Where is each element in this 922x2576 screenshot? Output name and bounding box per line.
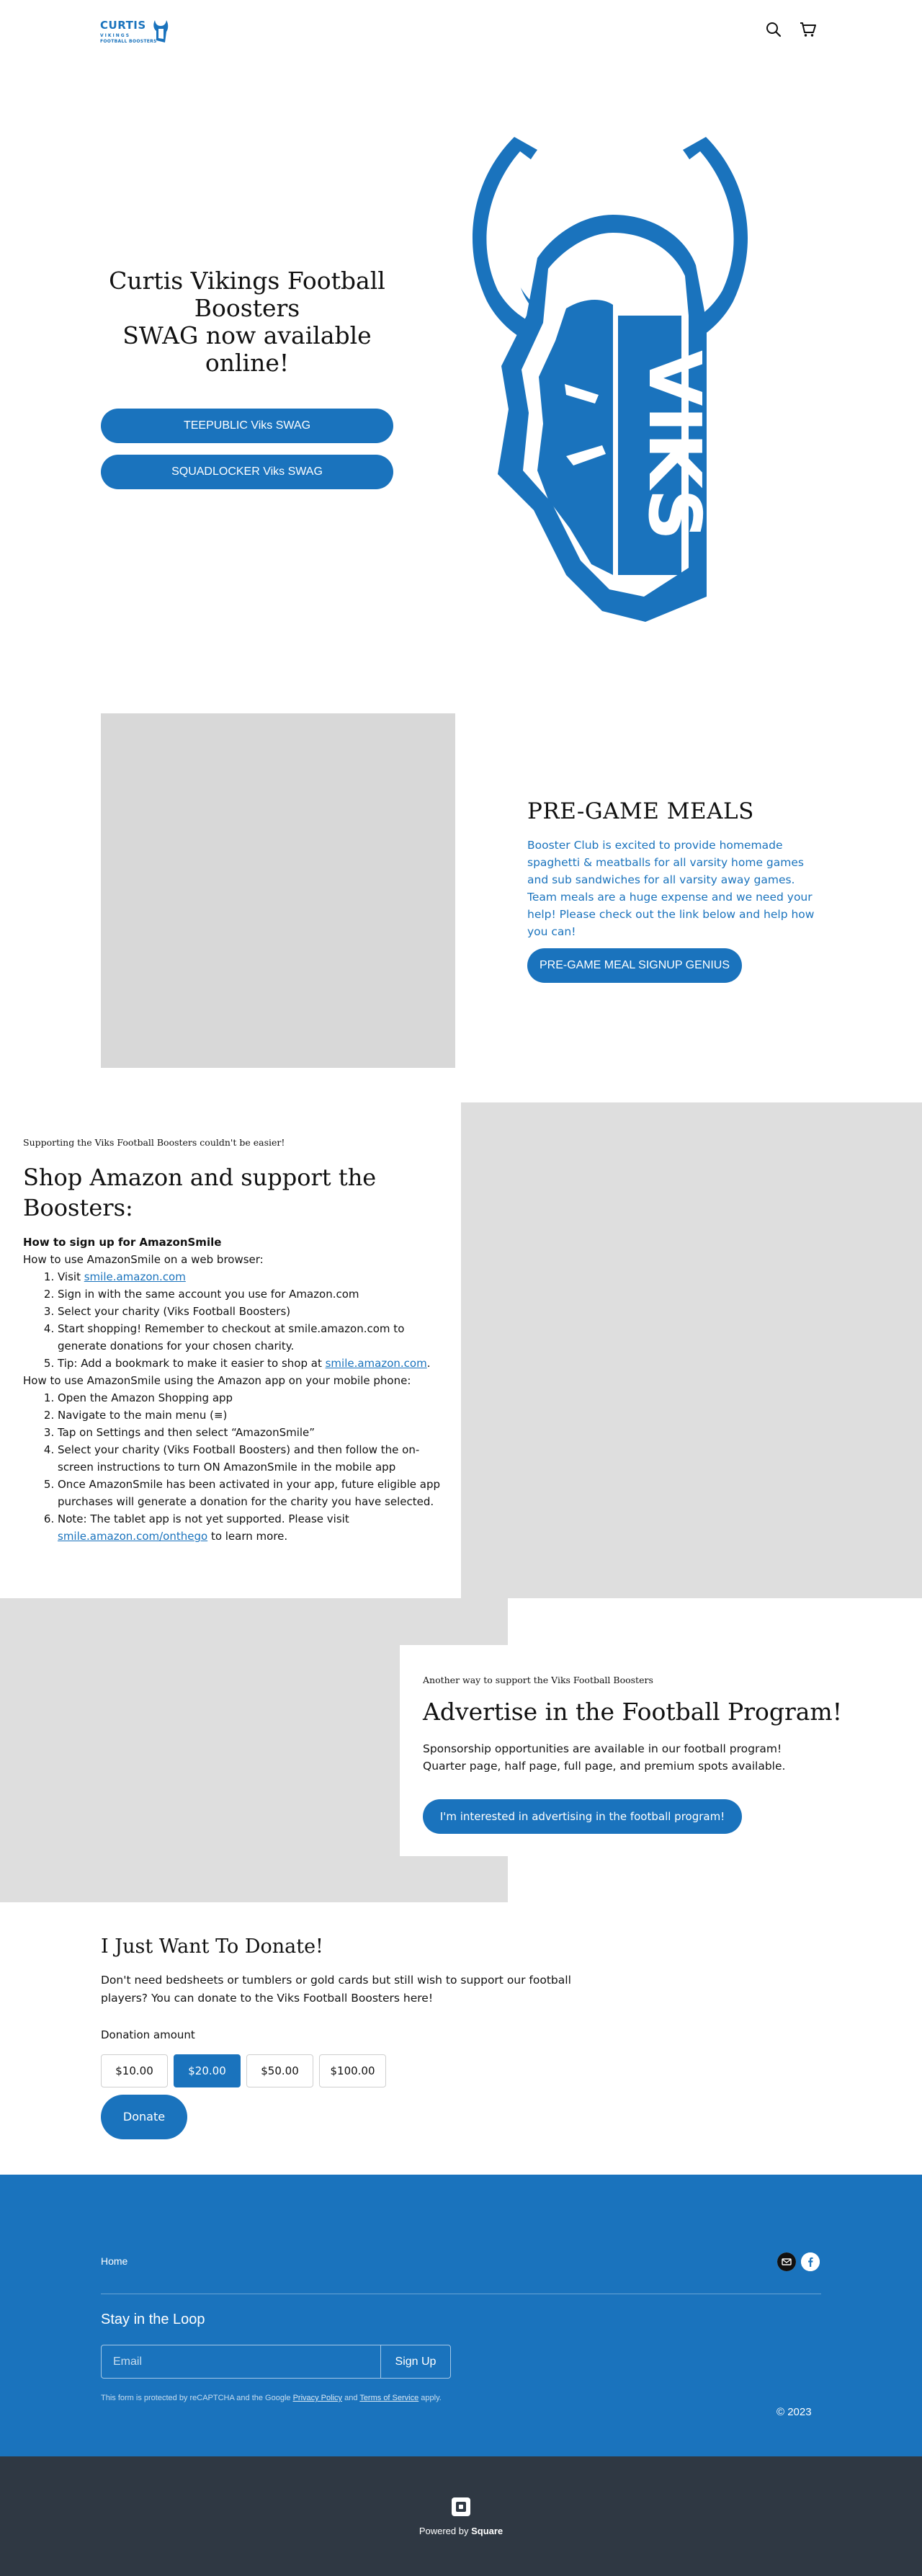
email-icon[interactable] (777, 2252, 796, 2271)
amount-option-50[interactable]: $50.00 (246, 2054, 313, 2087)
squadlocker-swag-button[interactable]: SQUADLOCKER Viks SWAG (101, 455, 393, 489)
donation-amount-label: Donation amount (101, 2028, 195, 2041)
powered-brand[interactable]: Square (471, 2526, 503, 2536)
meals-image-placeholder (101, 713, 455, 1068)
hero-title-line4: online! (205, 349, 290, 377)
hero-title-line3: SWAG now available (122, 321, 372, 349)
amazon-image-placeholder (461, 1102, 922, 1598)
step-text: Visit (58, 1270, 84, 1283)
donate-button[interactable]: Donate (101, 2095, 187, 2139)
site-logo[interactable] (100, 17, 170, 46)
powered-by-bar (0, 2456, 922, 2576)
logo-line1: CURTIS (100, 19, 146, 32)
amazon-instructions (23, 1234, 441, 1545)
amazon-browser-intro: How to use AmazonSmile on a web browser: (23, 1253, 264, 1266)
powered-prefix: Powered by (419, 2526, 472, 2536)
app-steps-list (58, 1389, 441, 1545)
advertise-text-line1: Sponsorship opportunities are available in our football program! (423, 1742, 782, 1755)
advertise-text-line2: Quarter page, half page, full page, and premium spots available. (423, 1760, 786, 1773)
captcha-text: This form is protected by reCAPTCHA and the Google (101, 2394, 293, 2402)
browser-steps-list (58, 1268, 441, 1372)
list-item: 2. Sign in with the same account you use for Amazon.com (58, 1285, 441, 1303)
amount-option-100[interactable]: $100.00 (319, 2054, 386, 2087)
list-item: 2. Navigate to the main menu (≡) (58, 1407, 441, 1424)
step-text: . (426, 1357, 431, 1370)
amount-option-20[interactable]: $20.00 (174, 2054, 241, 2087)
privacy-policy-link[interactable]: Privacy Policy (292, 2394, 343, 2402)
advertise-description (423, 1740, 855, 1775)
donate-title: I Just Want To Donate! (101, 1935, 323, 1958)
cart-icon[interactable] (800, 22, 815, 37)
recaptcha-notice (101, 2391, 454, 2405)
viks-logo-text: VIKS (632, 349, 717, 541)
advertise-eyebrow: Another way to support the Viks Football Boosters (423, 1675, 653, 1685)
hero-title-line2: Boosters (194, 294, 300, 322)
meals-description: Booster Club is excited to provide homemade spaghetti & meatballs for all varsity home games and sub sandwiches for all varsity away games. Team meals are a huge expense and we need your help! Please check out the link below and help how you can! (527, 839, 815, 938)
newsletter-signup-button[interactable]: Sign Up (380, 2345, 451, 2379)
search-icon[interactable] (766, 22, 782, 37)
newsletter-email-input[interactable] (101, 2345, 380, 2379)
advertise-title: Advertise in the Football Program! (423, 1698, 842, 1726)
list-item: 3. Select your charity (Viks Football Boosters) (58, 1303, 441, 1320)
list-item: 4. Select your charity (Viks Football Boosters) and then follow the on-screen instructions to turn ON AmazonSmile in the mobile app (58, 1441, 441, 1476)
step-text: Note: The tablet app is not yet supported. Please visit (58, 1512, 349, 1525)
hero-title (101, 267, 393, 377)
viking-mini-icon (152, 19, 169, 43)
powered-by-text (0, 2526, 922, 2536)
square-logo-icon[interactable] (452, 2497, 470, 2516)
captcha-text: and (342, 2394, 360, 2402)
step-text: to learn more. (207, 1530, 288, 1543)
list-item (58, 1268, 441, 1285)
list-item: 3. Tap on Settings and then select “AmazonSmile” (58, 1424, 441, 1441)
step-text: Tip: Add a bookmark to make it easier to shop at (58, 1357, 326, 1370)
amazon-title: Shop Amazon and support the Boosters: (23, 1164, 377, 1221)
amazon-how-heading: How to sign up for AmazonSmile (23, 1236, 222, 1249)
smile-bookmark-link[interactable]: smile.amazon.com (325, 1357, 427, 1370)
donate-description: Don't need bedsheets or tumblers or gold cards but still wish to support our football players? You can donate to the Viks Football Boosters here! (101, 1974, 571, 2005)
list-item: 4. Start shopping! Remember to checkout at smile.amazon.com to generate donations for your chosen charity. (58, 1320, 441, 1355)
meal-signup-button[interactable]: PRE-GAME MEAL SIGNUP GENIUS (527, 948, 742, 983)
list-item (58, 1510, 441, 1545)
smile-link[interactable]: smile.amazon.com (84, 1270, 186, 1283)
captcha-text: apply. (419, 2394, 442, 2402)
logo-line2: VIKINGS (100, 33, 131, 38)
amount-option-10[interactable]: $10.00 (101, 2054, 168, 2087)
amazon-eyebrow: Supporting the Viks Football Boosters couldn't be easier! (23, 1137, 285, 1148)
newsletter-title: Stay in the Loop (101, 2312, 205, 2327)
site-header (0, 0, 922, 61)
advertise-interest-button[interactable]: I'm interested in advertising in the football program! (423, 1799, 742, 1834)
terms-of-service-link[interactable]: Terms of Service (359, 2394, 419, 2402)
amazon-app-intro: How to use AmazonSmile using the Amazon app on your mobile phone: (23, 1374, 411, 1387)
viking-mascot-logo (458, 135, 762, 625)
facebook-icon[interactable] (801, 2252, 820, 2271)
list-item (58, 1355, 441, 1372)
logo-line3: FOOTBALL BOOSTERS (100, 39, 157, 44)
hero-title-line1: Curtis Vikings Football (109, 267, 385, 295)
meals-title: PRE-GAME MEALS (527, 798, 754, 824)
list-item: 5. Once AmazonSmile has been activated in your app, future eligible app purchases will generate a donation for the charity you have selected. (58, 1476, 441, 1510)
teepublic-swag-button[interactable]: TEEPUBLIC Viks SWAG (101, 409, 393, 443)
onthego-link[interactable]: smile.amazon.com/onthego (58, 1530, 208, 1543)
list-item: 1. Open the Amazon Shopping app (58, 1389, 441, 1407)
copyright: © 2023 (776, 2406, 812, 2418)
footer-home-link[interactable]: Home (101, 2255, 128, 2267)
